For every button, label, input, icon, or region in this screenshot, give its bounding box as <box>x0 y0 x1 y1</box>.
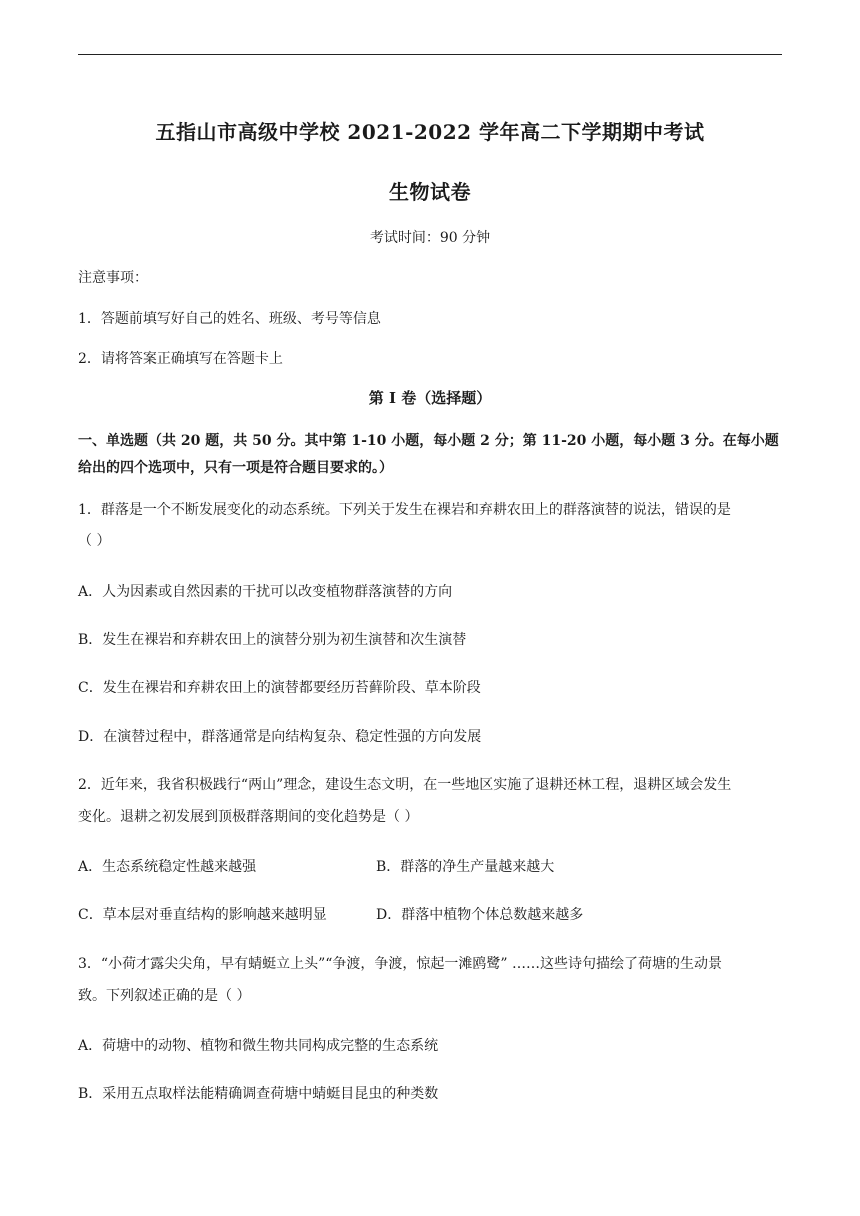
question-2-option-b: B．群落的净生产量越来越大 <box>376 859 555 875</box>
question-3-option-b: B．采用五点取样法能精确调查荷塘中蜻蜓目昆虫的种类数 <box>78 1086 439 1102</box>
question-3-option-a: A．荷塘中的动物、植物和微生物共同构成完整的生态系统 <box>78 1038 439 1054</box>
question-2-stem-line2: 变化。退耕之初发展到顶极群落期间的变化趋势是（ ） <box>78 809 419 825</box>
section-title: 第 I 卷（选择题） <box>368 389 492 407</box>
notice-heading: 注意事项： <box>78 270 148 286</box>
question-3-stem-line1: 3．“小荷才露尖尖角，早有蜻蜓立上头”“争渡，争渡，惊起一滩鸥鹭” ……这些诗句描绘了荷塘的生动景 <box>78 956 722 972</box>
question-1-option-b: B．发生在裸岩和弃耕农田上的演替分别为初生演替和次生演替 <box>78 632 467 648</box>
exam-time: 考试时间：90 分钟 <box>369 230 491 246</box>
question-1-stem-line1: 1．群落是一个不断发展变化的动态系统。下列关于发生在裸岩和弃耕农田上的群落演替的说法，错误的是 <box>78 502 731 518</box>
question-2-option-a: A．生态系统稳定性越来越强 <box>78 859 257 875</box>
section-instruction-line2: 给出的四个选项中，只有一项是符合题目要求的。） <box>78 460 393 476</box>
section-instruction-line1: 一、单选题（共 20 题，共 50 分。其中第 1-10 小题，每小题 2 分；第 11-20 小题，每小题 3 分。在每小题 <box>78 433 779 449</box>
question-2-option-c: C．草本层对垂直结构的影响越来越明显 <box>78 907 327 923</box>
question-1-option-d: D．在演替过程中，群落通常是向结构复杂、稳定性强的方向发展 <box>78 729 482 745</box>
question-1-option-a: A．人为因素或自然因素的干扰可以改变植物群落演替的方向 <box>78 584 453 600</box>
question-3-stem-line2: 致。下列叙述正确的是（ ） <box>78 988 251 1004</box>
subject-title: 生物试卷 <box>389 180 471 204</box>
header-rule <box>78 54 782 55</box>
question-1-stem-line2: （ ） <box>78 533 111 549</box>
question-2-stem-line1: 2．近年来，我省积极践行“两山”理念，建设生态文明，在一些地区实施了退耕还林工程，退耕区域会发生 <box>78 777 732 793</box>
exam-title: 五指山市高级中学校 2021-2022 学年高二下学期期中考试 <box>155 120 705 144</box>
question-1-option-c: C．发生在裸岩和弃耕农田上的演替都要经历苔藓阶段、草本阶段 <box>78 680 481 696</box>
question-2-option-d: D．群落中植物个体总数越来越多 <box>376 907 584 923</box>
notice-item-2: 2．请将答案正确填写在答题卡上 <box>78 351 283 367</box>
notice-item-1: 1．答题前填写好自己的姓名、班级、考号等信息 <box>78 311 381 327</box>
